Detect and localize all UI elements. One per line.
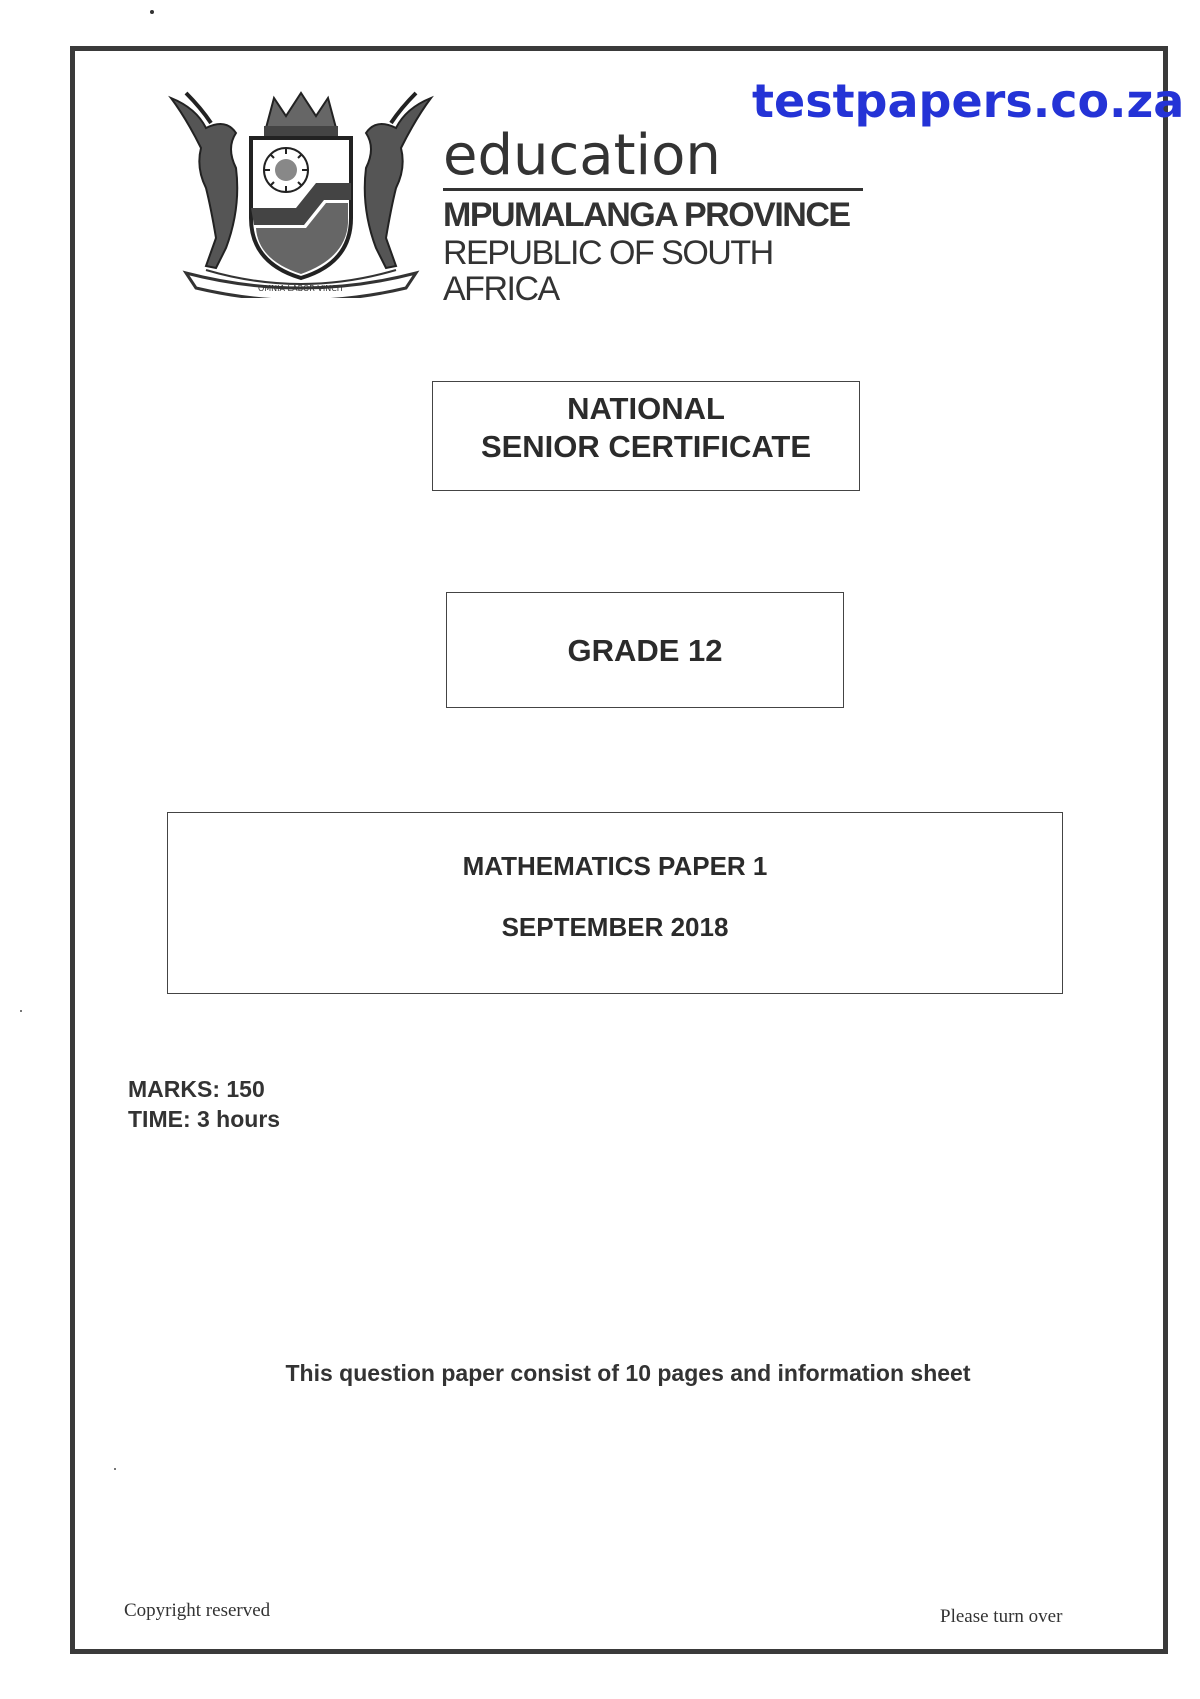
grade-label: GRADE 12 <box>567 633 723 668</box>
copyright-notice: Copyright reserved <box>124 1600 271 1621</box>
department-name: education <box>443 123 721 188</box>
logo-divider <box>443 188 863 191</box>
province-name: MPUMALANGA PROVINCE <box>443 196 850 234</box>
crest-motto: OMNIA LABOR VINCIT <box>257 284 345 293</box>
time-allowed: TIME: 3 hours <box>128 1106 281 1132</box>
watermark-link[interactable]: testpapers.co.za <box>752 74 1185 128</box>
certificate-line-2: SENIOR CERTIFICATE <box>480 429 812 464</box>
country-name: REPUBLIC OF SOUTH AFRICA <box>443 234 773 308</box>
grade-box <box>446 592 844 708</box>
exam-meta <box>128 1074 280 1134</box>
coat-of-arms-logo <box>166 88 436 298</box>
turn-over-note: Please turn over <box>940 1606 1063 1627</box>
subject-box <box>167 812 1063 994</box>
marks-total: MARKS: 150 <box>128 1076 265 1102</box>
page-count-note: This question paper consist of 10 pages and information sheet <box>285 1360 971 1386</box>
subject-paper: MATHEMATICS PAPER 1 <box>462 851 768 881</box>
certificate-line-1: NATIONAL <box>567 391 725 426</box>
exam-date: SEPTEMBER 2018 <box>501 912 729 942</box>
scan-speck <box>150 10 154 14</box>
scan-speck <box>20 1010 22 1012</box>
department-logo-text <box>443 123 863 308</box>
certificate-box <box>432 381 860 491</box>
